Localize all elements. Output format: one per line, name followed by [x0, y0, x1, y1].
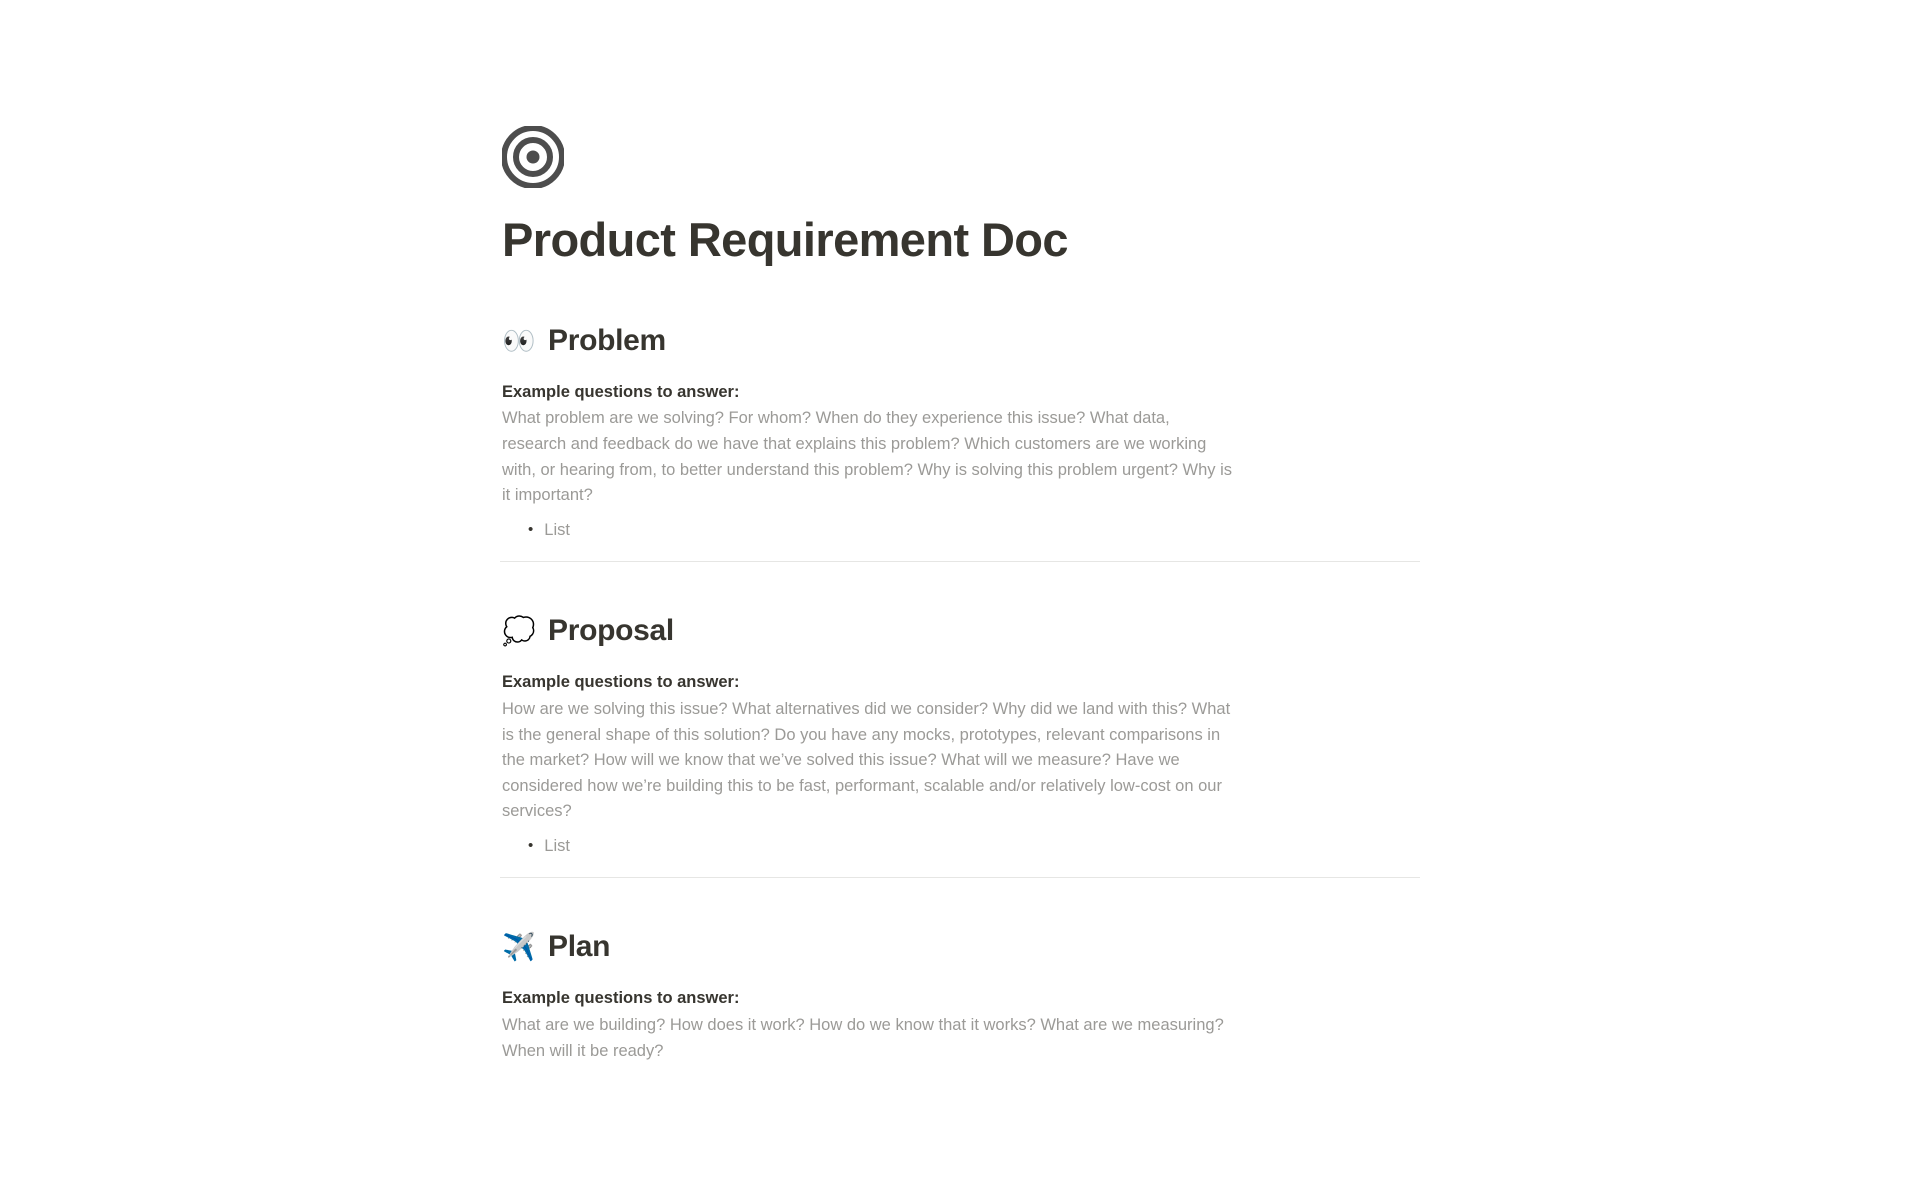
document-body	[500, 0, 1420, 1082]
bullet-icon: •	[528, 836, 534, 854]
bulleted-list	[500, 518, 1420, 544]
section-heading-plan[interactable]	[500, 930, 1420, 964]
list-item[interactable]	[500, 834, 1420, 860]
airplane-emoji: ✈️	[502, 932, 536, 963]
section-divider	[500, 561, 1420, 562]
section-proposal	[500, 580, 1420, 896]
section-title-problem: Problem	[548, 323, 666, 357]
questions-body[interactable]: How are we solving this issue? What alternatives did we consider? Why did we land with this? What is the general shape of this solution? Do you have any mocks, prototypes, relevant comparisons in the market? How will we know that we’ve solved this issue? What will we measure? Have we considered how we’re building this to be fast, performant, scalable and/or relatively low-cost on our services?	[502, 700, 1231, 821]
questions-body[interactable]: What are we building? How does it work? How do we know that it works? What are we measuring? When will it be ready?	[502, 1016, 1224, 1060]
questions-body[interactable]: What problem are we solving? For whom? When do they experience this issue? What data, research and feedback do we have that explains this problem? Which customers are we working with, or hearing from, to better understand this problem? Why is solving this problem urgent? Why is it important?	[502, 409, 1232, 505]
bulleted-list	[500, 834, 1420, 860]
questions-label: Example questions to answer:	[502, 382, 740, 401]
list-item-label: List	[544, 836, 570, 855]
section-divider	[500, 877, 1420, 878]
list-item-label: List	[544, 520, 570, 539]
section-heading-problem[interactable]	[500, 324, 1420, 358]
page-title[interactable]: Product Requirement Doc	[502, 213, 1068, 266]
section-title-plan: Plan	[548, 930, 611, 964]
section-plan	[500, 896, 1420, 1082]
section-title-proposal: Proposal	[548, 614, 674, 648]
eyes-emoji: 👀	[502, 325, 536, 356]
section-problem	[500, 324, 1420, 581]
thought-balloon-emoji: 💭	[502, 616, 536, 647]
list-item[interactable]	[500, 518, 1420, 544]
section-heading-proposal[interactable]	[500, 614, 1420, 648]
bullet-icon: •	[528, 520, 534, 538]
questions-label: Example questions to answer:	[502, 673, 740, 692]
questions-label: Example questions to answer:	[502, 989, 740, 1008]
target-icon[interactable]	[502, 126, 564, 188]
